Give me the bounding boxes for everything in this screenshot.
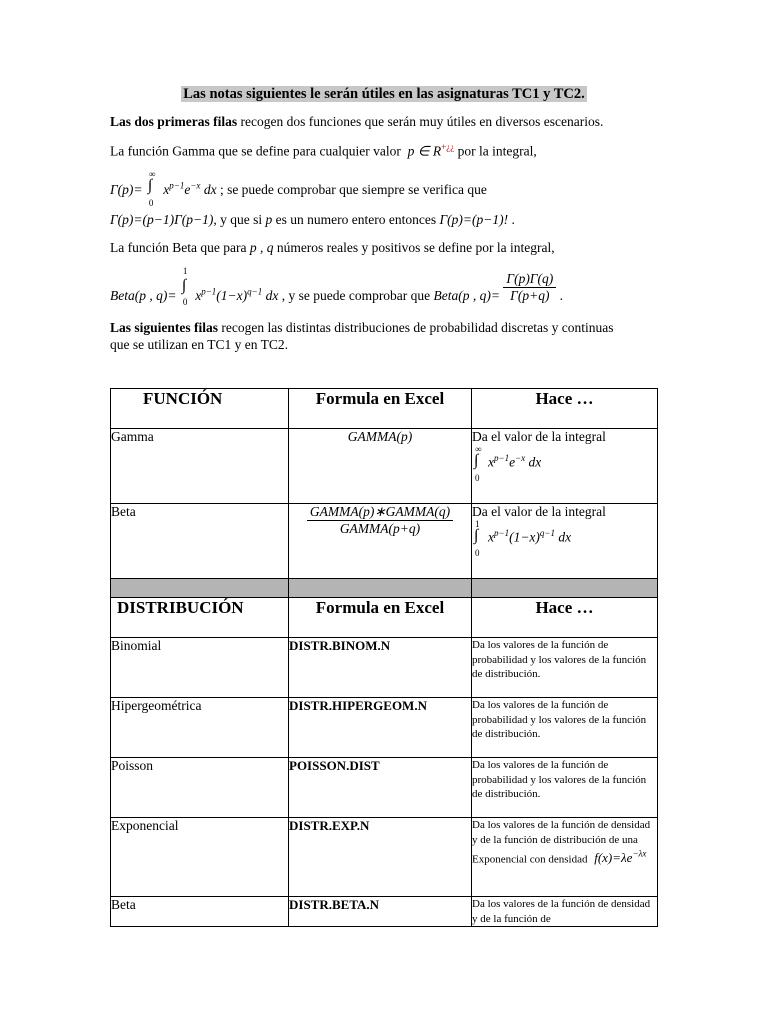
table-row [111, 897, 658, 927]
dist-desc: Da los valores de la función de probabilidad y los valores de la función de distribución. [472, 638, 658, 698]
dist-formula: DISTR.EXP.N [289, 818, 472, 897]
table-row [111, 758, 658, 818]
table-separator [111, 579, 658, 598]
header-formula-excel: Formula en Excel [289, 389, 472, 429]
gamma-property: Γ(p)=(p−1)Γ(p−1), y que si p es un numero entero entonces Γ(p)=(p−1)! . [110, 212, 515, 227]
table-header-functions [111, 389, 658, 429]
gamma-integral-formula: Γ(p)= ∞ ∫ 0 $x^{p-1}e^{-x}$ dx ; se puede comprobar que siempre se verifica que [110, 169, 487, 208]
table-row [111, 818, 658, 897]
paragraph-beta-def: La función Beta que para p , q números reales y positivos se define por la integral, [110, 240, 555, 255]
dist-desc: Da los valores de la función de densidad y de la función de [472, 897, 658, 927]
dist-formula: DISTR.BETA.N [289, 897, 472, 927]
row-beta-desc: Da el valor de la integral 1 ∫ 0 $x^{p-1}(1-x)^{q-1}$ dx [472, 504, 658, 579]
paragraph-gamma-def: La función Gamma que se define para cualquier valor p ∈ R+¿¿ por la integral, [110, 142, 537, 159]
row-gamma-name: Gamma [111, 429, 289, 504]
table-row [111, 698, 658, 758]
header-formula-excel-2: Formula en Excel [289, 598, 472, 638]
summary-table [110, 388, 658, 927]
header-hace: Hace … [472, 389, 658, 429]
dist-name: Binomial [111, 638, 289, 698]
row-beta-name: Beta [111, 504, 289, 579]
dist-formula: DISTR.BINOM.N [289, 638, 472, 698]
header-distribucion: DISTRIBUCIÓN [111, 598, 289, 638]
dist-name: Beta [111, 897, 289, 927]
dist-name: Exponencial [111, 818, 289, 897]
table-row-gamma [111, 429, 658, 504]
row-beta-formula: $\frac{\text{GAMMA(p)∗GAMMA(q)}}{\text{GAMMA(p+q)}}$ [289, 504, 472, 579]
dist-formula: DISTR.HIPERGEOM.N [289, 698, 472, 758]
paragraph-intro: Las dos primeras filas recogen dos funciones que serán muy útiles en diversos escenarios. [110, 114, 604, 129]
document-title: Las notas siguientes le serán útiles en las asignaturas TC1 y TC2. [183, 86, 585, 102]
dist-desc: Da los valores de la función de probabilidad y los valores de la función de distribución. [472, 698, 658, 758]
dist-name: Poisson [111, 758, 289, 818]
beta-integral-formula: Beta(p , q)= 1 ∫ 0 $x^{p-1}(1-x)^{q-1}$ dx , y se puede comprobar que Beta(p , q)= $\frac{\Gamma(p)\Gamma(q)}{\Gamma(p+q)}$ . [110, 266, 563, 307]
paragraph-distributions: Las siguientes filas recogen las distintas distribuciones de probabilidad discretas y continuas que se utilizan en TC1 y en TC2. [110, 320, 614, 352]
dist-desc: Da los valores de la función de densidad y de la función de distribución de una Exponencial con densidad $f(x)=\lambda e^{-\lambda x}$ [472, 818, 658, 897]
table-row [111, 638, 658, 698]
header-hace-2: Hace … [472, 598, 658, 638]
dist-name: Hipergeométrica [111, 698, 289, 758]
table-header-distributions [111, 598, 658, 638]
header-funcion: FUNCIÓN [111, 389, 289, 429]
row-gamma-formula: GAMMA(p) [289, 429, 472, 504]
dist-desc: Da los valores de la función de probabilidad y los valores de la función de distribución. [472, 758, 658, 818]
table-row-beta [111, 504, 658, 579]
dist-formula: POISSON.DIST [289, 758, 472, 818]
row-gamma-desc: Da el valor de la integral ∞ ∫ 0 $x^{p-1}e^{-x}$ dx [472, 429, 658, 504]
